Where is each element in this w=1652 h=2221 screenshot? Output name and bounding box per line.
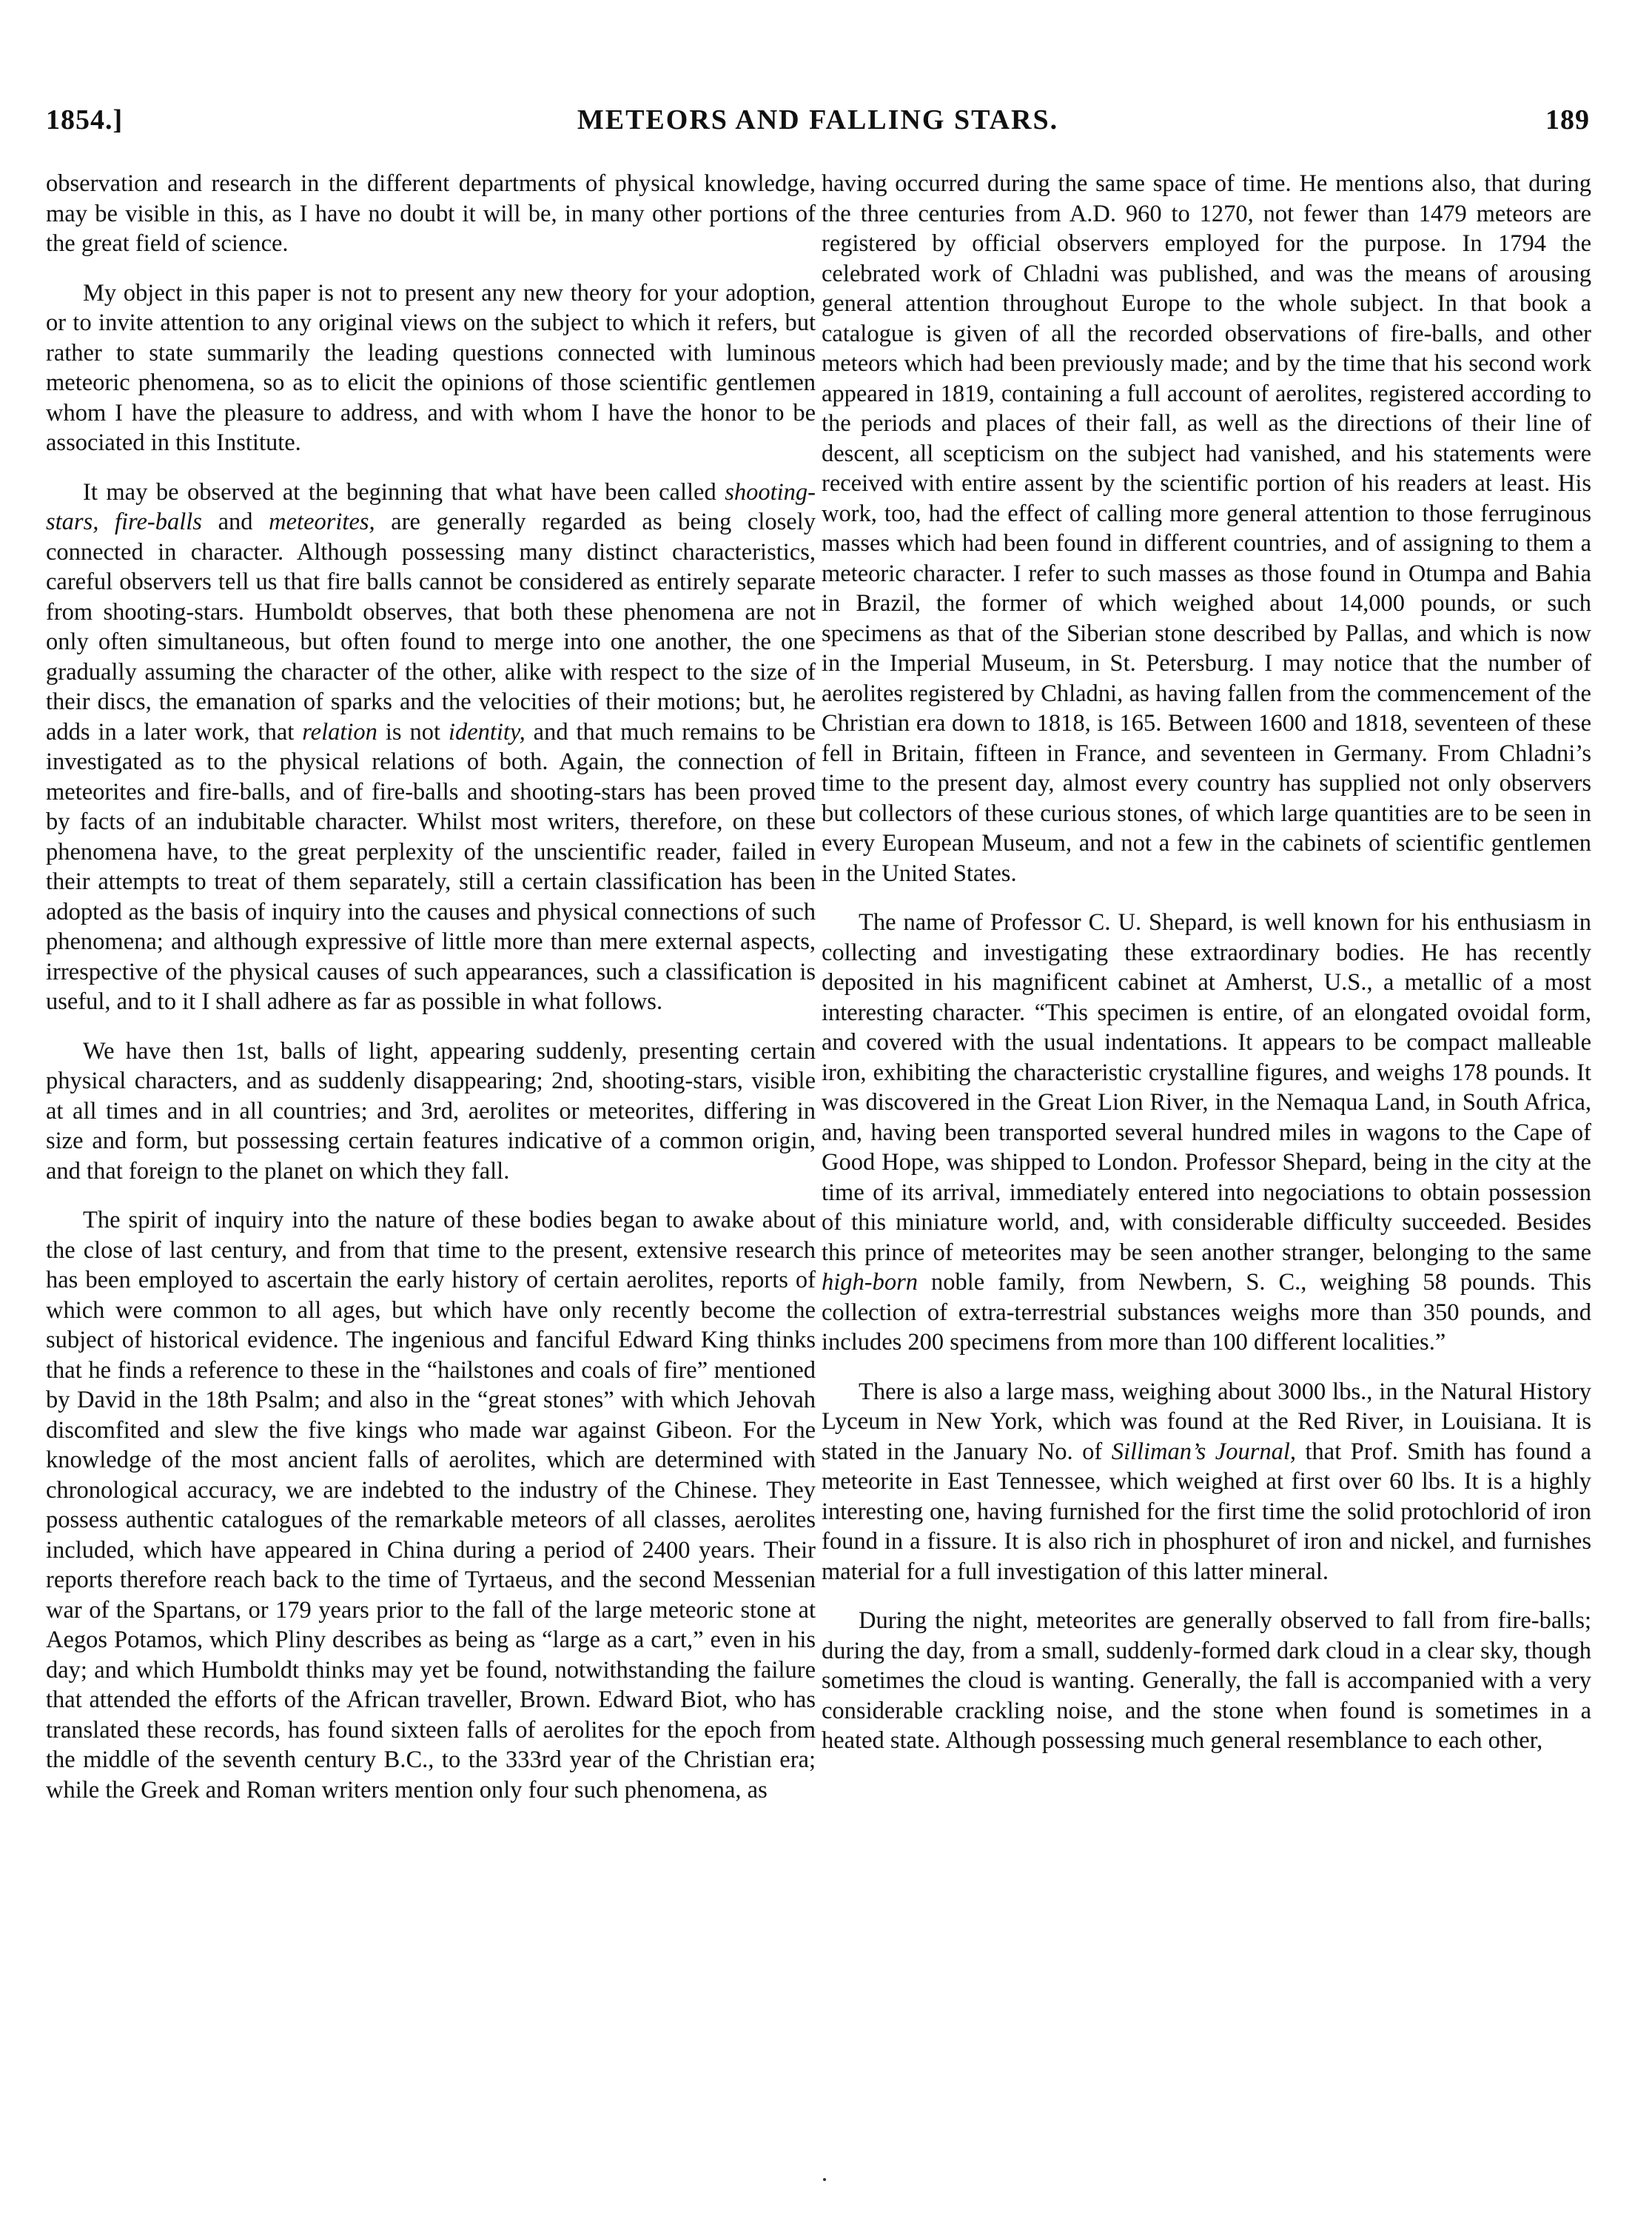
italic-term: Silliman’s Journal, <box>1111 1438 1297 1465</box>
paragraph: observation and research in the different departments of physical knowledge, may be visible in this, as I have no doubt it will be, in many other portions of the great field of science. <box>46 170 816 257</box>
paragraph: We have then 1st, balls of light, appearing suddenly, presenting certain physical characters, and as suddenly disappearing; 2nd, shooting-stars, visible at all times and in all countries; and 3rd, aerolites or meteorites, differing in size and form, but possessing certain features indicative of a common origin, and that foreign to the planet on which they fall. <box>46 1037 816 1185</box>
text-run: noble family, from Newbern, S. C., weighing 58 pounds. This collection of extra-terrestrial substances weighs more than 350 pounds, and includes 200 specimens from more than 100 different localities.” <box>822 1269 1591 1356</box>
paragraph: having occurred during the same space of time. He mentions also, that during the three centuries from A.D. 960 to 1270, not fewer than 1479 meteors are registered by official observers employed for the purpose. In 1794 the celebrated work of Chladni was published, and was the means of arousing general attention throughout Europe to the whole subject. In that book a catalogue is given of all the recorded observations of fire-balls, and other meteors which had been previously made; and by the time that his second work appeared in 1819, containing a full account of aerolites, registered according to the periods and places of their fall, as well as the directions of their line of descent, all scepticism on the subject had vanished, and his statements were received with entire assent by the scientific portion of his readers at least. His work, too, had the effect of calling more general attention to those ferruginous masses which had been found in different countries, and of assigning to them a meteoric character. I refer to such masses as those found in Otumpa and Bahia in Brazil, the former of which weighed about 14,000 pounds, or such specimens as that of the Siberian stone described by Pallas, and which is now in the Imperial Museum, in St. Petersburg. I may notice that the number of aerolites registered by Chladni, as having fallen from the commencement of the Christian era down to 1818, is 165. Between 1600 and 1818, seventeen of these fell in Britain, fifteen in France, and seventeen in Germany. From Chladni’s time to the present day, almost every country has supplied not only observers but collectors of these curious stones, of which large quantities are to be seen in every European Museum, and not a few in the cabinets of scientific gentlemen in the United States. <box>822 170 1591 887</box>
text-run: The name of Professor C. U. Shepard, is well known for his enthusiasm in collecting and investigating these extraordinary bodies. He has recently deposited in his magnificent cabinet at Amherst, U.S., a metallic of a most interesting character. “This specimen is entire, of an elongated ovoidal form, and covered with the usual indentations. It appears to be compact malleable iron, exhibiting the characteristic crystalline figures, and weighs 178 pounds. It was discovered in the Great Lion River, in the Nemaqua Land, in South Africa, and, having been transported several hundred miles in wagons to the Cape of Good Hope, was shipped to London. Professor Shepard, being in the city at the time of its arrival, immediately entered into negociations to obtain possession of this miniature world, and, with considerable difficulty succeeded. Besides this prince of meteorites may be seen another stranger, belonging to the same <box>822 909 1591 1266</box>
italic-term: shooting-stars, <box>46 478 816 535</box>
text-run: that Prof. Smith has found a meteorite in East Tennessee, which weighed at first over 60 lbs. It is a highly interesting one, having furnished for the first time the solid protochlorid of iron found in a fissure. It is also rich in phosphuret of iron and nickel, and furnishes material for a full investigation of this latter mineral. <box>822 1438 1591 1585</box>
running-head <box>46 104 1590 148</box>
italic-term: meteorites, <box>269 509 375 535</box>
italic-term: fire-balls <box>114 509 202 535</box>
text-run: There is also a large mass, weighing about 3000 lbs., in the Natural History Lyceum in New York, which was found at the Red River, in Louisiana. It is stated in the January No. of <box>822 1378 1591 1465</box>
right-column <box>822 169 1591 1775</box>
text-run: is not <box>377 718 449 746</box>
header-year: 1854.] <box>46 104 124 135</box>
paragraph: My object in this paper is not to present any new theory for your adoption, or to invite attention to any original views on the subject to which it refers, but rather to state summarily the leading questions connected with luminous meteoric phenomena, so as to elicit the opinions of those scientific gentlemen whom I have the pleasure to address, and with whom I have the honor to be associated in this Institute. <box>46 279 816 456</box>
paragraph: The spirit of inquiry into the nature of these bodies began to awake about the close of last century, and from that time to the present, extensive research has been employed to ascertain the early history of certain aerolites, reports of which were common to all ages, but which have only recently become the subject of historical evidence. The ingenious and fanciful Edward King thinks that he finds a reference to these in the “hailstones and coals of fire” mentioned by David in the 18th Psalm; and also in the “great stones” with which Jehovah discomfited and slew the five kings who made war against Gibeon. For the knowledge of the most ancient falls of aerolites, which are determined with chronological accuracy, we are indebted to the industry of the Chinese. They possess authentic catalogues of the remarkable meteors of all classes, aerolites included, which have appeared in China during a period of 2400 years. Their reports therefore reach back to the time of Tyrtaeus, and the second Messenian war of the Spartans, or 179 years prior to the fall of the large meteoric stone at Aegos Potamos, which Pliny describes as being as “large as a cart,” even in his day; and which Humboldt thinks may yet be found, notwithstanding the failure that attended the efforts of the African traveller, Brown. Edward Biot, who has translated these records, has found sixteen falls of aerolites for the epoch from the middle of the seventh century B.C., to the 333rd year of the Christian era; while the Greek and Roman writers mention only four such phenomena, as <box>46 1207 816 1803</box>
paragraph <box>46 478 816 1017</box>
text-run: It may be observed at the beginning that what have been called <box>83 478 725 506</box>
italic-term: relation <box>302 718 377 746</box>
page-number: 189 <box>1545 104 1590 135</box>
text-run: are generally regarded as being closely connected in character. Although possessing many distinct characteristics, careful observers tell us that fire balls cannot be considered as entirely separate from shooting-stars. Humboldt observes, that both these phenomena are not only often simultaneous, but often found to merge into one another, the one gradually assuming the character of the other, alike with respect to the size of their discs, the emanation of sparks and the velocities of their motions; but, he adds in a later work, that <box>46 509 816 746</box>
paragraph <box>822 1377 1591 1587</box>
text-run: and <box>201 509 269 535</box>
text-run: and that much remains to be investigated as to the physical relations of both. Again, the connection of meteorites and fire-balls, and of fire-balls and shooting-stars has been proved by facts of an indubitable character. Whilst most writers, therefore, on these phenomena have, to the great perplexity of the unscientific reader, failed in their attempts to treat of them separately, still a certain classification has been adopted as the basis of inquiry into the causes and physical connections of such phenomena; and although expressive of little more than mere external aspects, irrespective of the physical causes of such appearances, such a classification is useful, and to it I shall adhere as far as possible in what follows. <box>46 718 816 1015</box>
paragraph <box>822 908 1591 1358</box>
text-run <box>98 509 115 535</box>
italic-term: identity, <box>448 718 526 746</box>
left-column <box>46 169 816 1824</box>
paragraph: During the night, meteorites are generally observed to fall from fire-balls; during the day, from a small, suddenly-formed dark cloud in a clear sky, though sometimes the cloud is wanting. Generally, the fall is accompanied with a very considerable crackling noise, and the stone when found is sometimes in a heated state. Although possessing much general resemblance to each other, <box>822 1607 1591 1754</box>
print-speck <box>823 2178 826 2181</box>
italic-term: high-born <box>822 1269 918 1296</box>
header-title: METEORS AND FALLING STARS. <box>577 104 1059 135</box>
